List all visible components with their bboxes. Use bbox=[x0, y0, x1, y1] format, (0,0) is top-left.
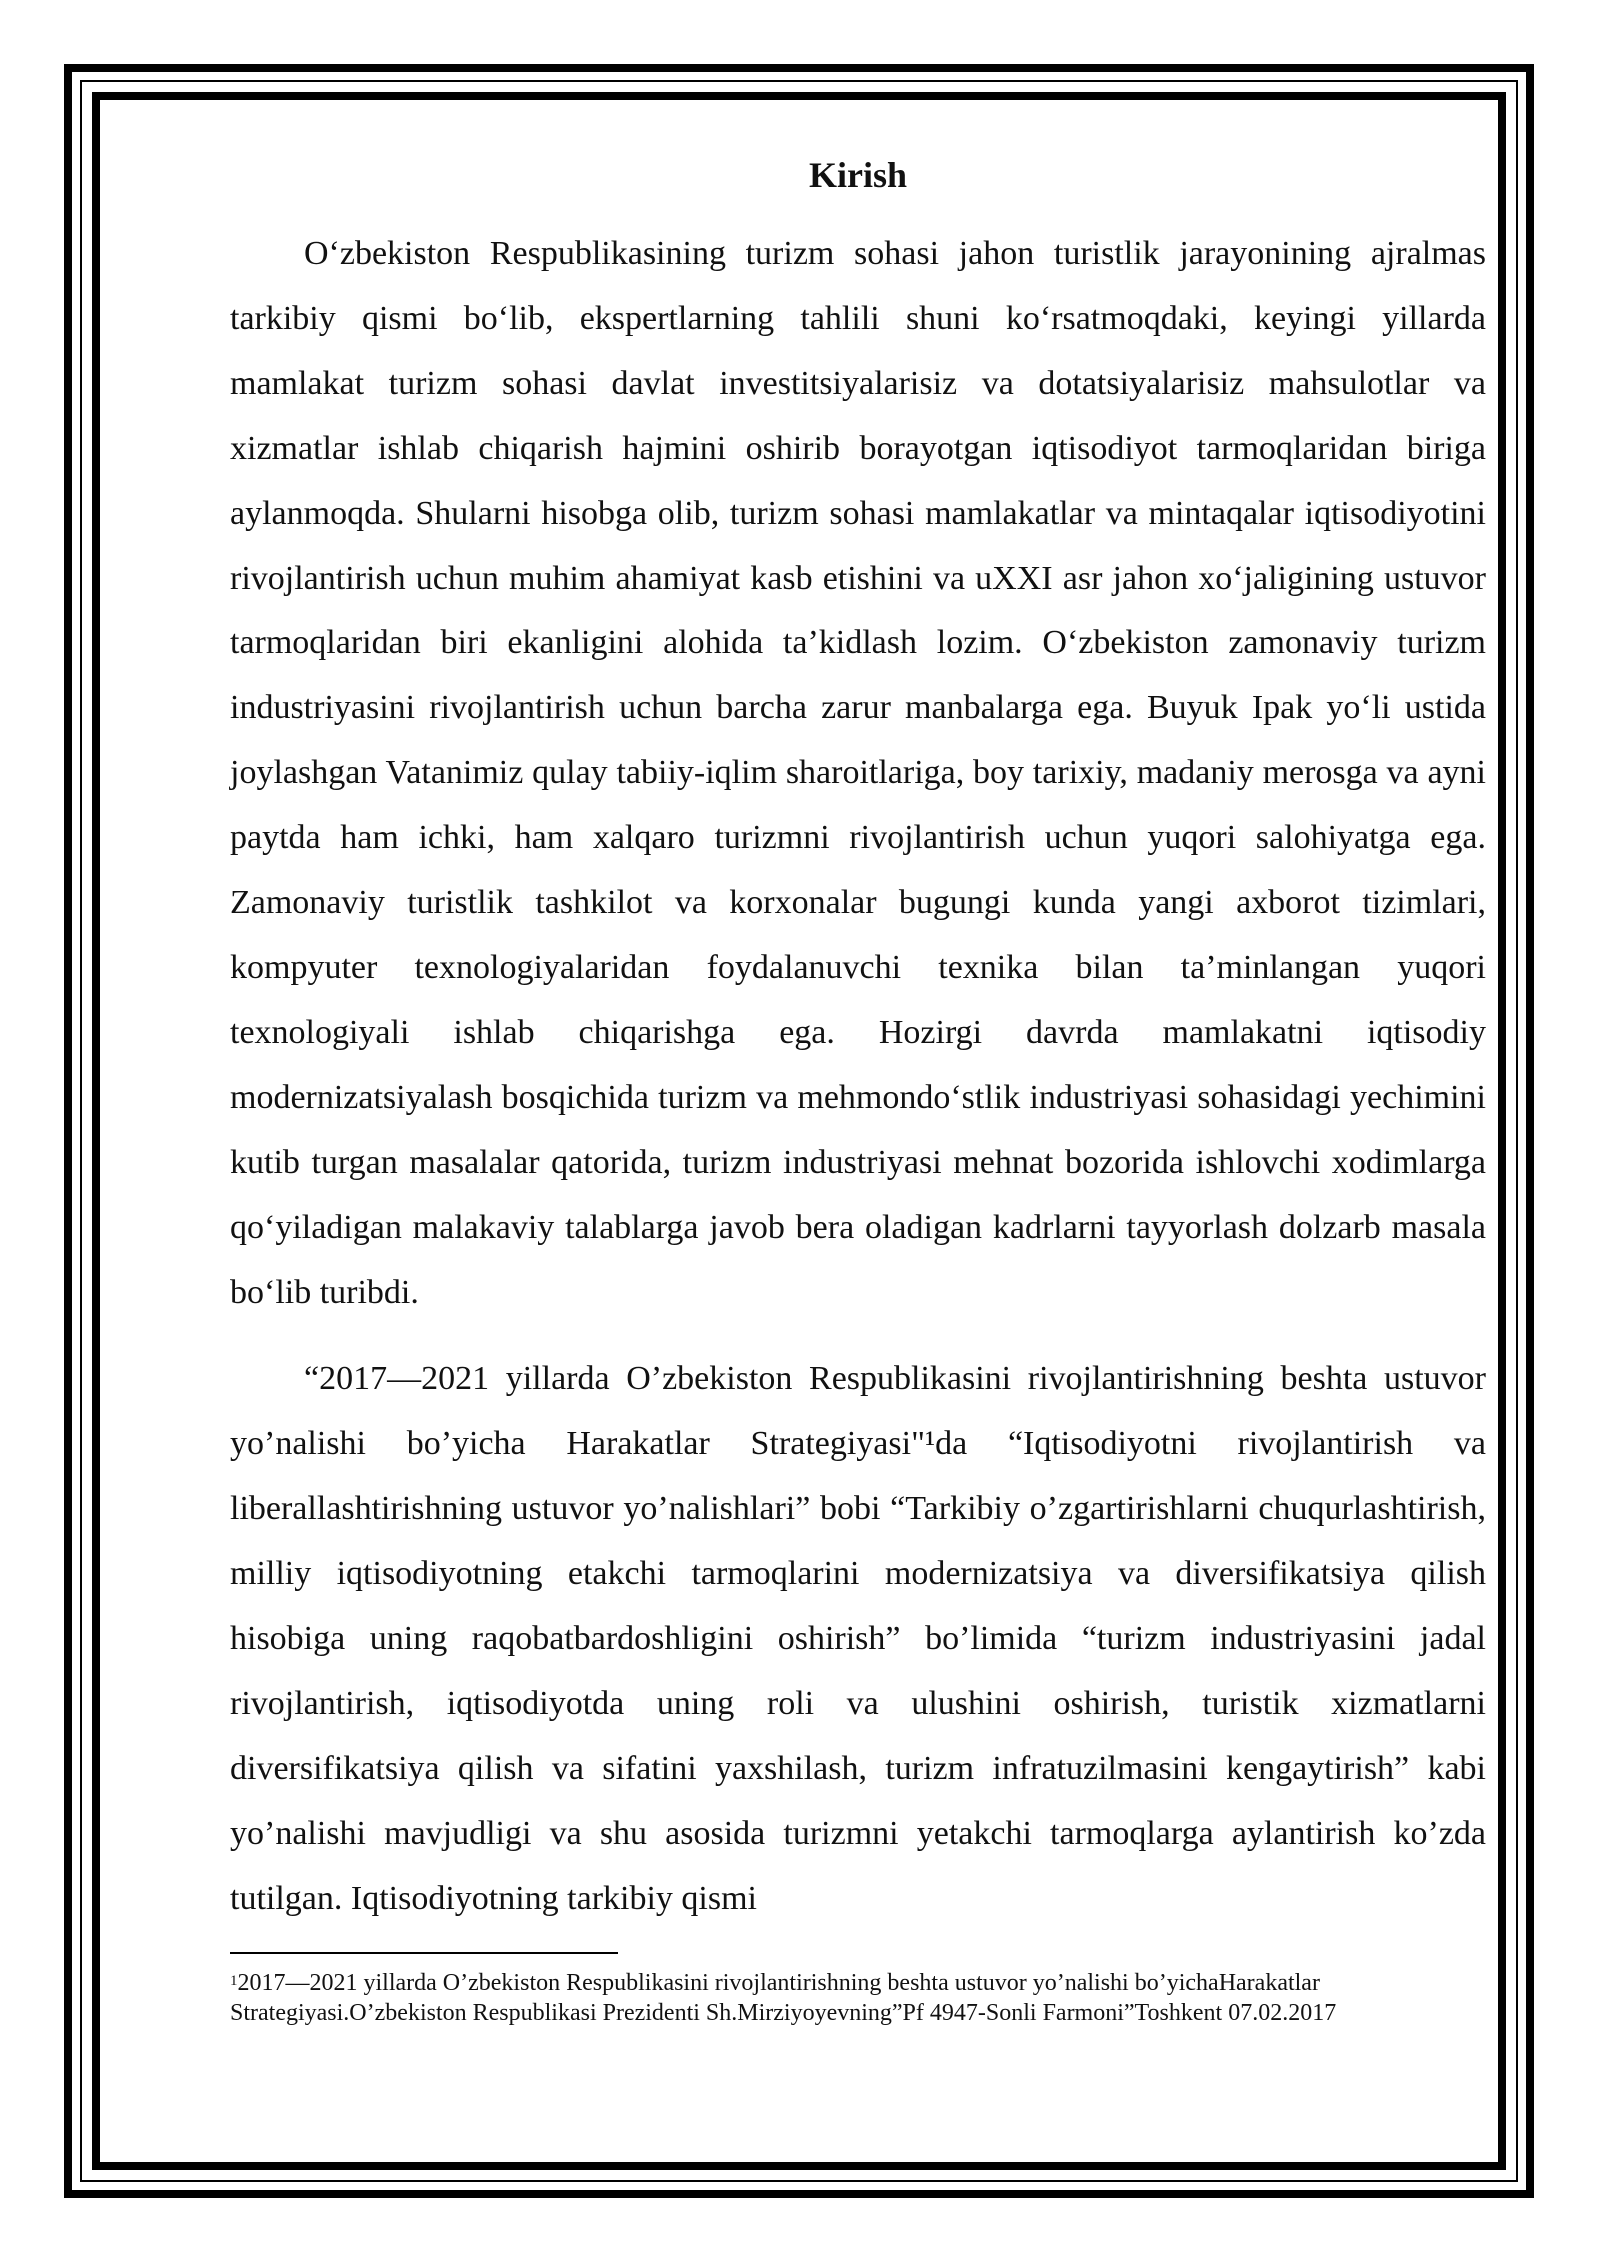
page-title: Kirish bbox=[808, 155, 907, 195]
footnote-mark: 1 bbox=[230, 1972, 238, 1989]
paragraph-2: “2017—2021 yillarda O’zbekiston Respublikasini rivojlantirishning beshta ustuvor yo’nalishi bo’yicha Harakatlar Strategiyasi"¹da “Iqtisodiyotni rivojlantirish va liberallashtirishning ustuvor yo’nalishlari” bobi “Tarkibiy o’zgartirishlarni chuqurlashtirish, milliy iqtisodiyotning etakchi tarmoqlarini modernizatsiya va diversifikatsiya qilish hisobiga uning raqobatbardoshligini oshirish” bo’limida “turizm industriyasini jadal rivojlantirish, iqtisodiyotda uning roli va ulushini oshirish, turistik xizmatlarni diversifikatsiya qilish va sifatini yaxshilash, turizm infratuzilmasini kengaytirish” kabi yo’nalishi mavjudligi va shu asosida turizmni yetakchi tarmoqlarga aylantirish ko’zda tutilgan. Iqtisodiyotning tarkibiy qismi bbox=[230, 1360, 1486, 1917]
document-body bbox=[230, 150, 1486, 2028]
paragraph-1: O‘zbekiston Respublikasining turizm sohasi jahon turistlik jarayonining ajralmas tarkibiy qismi bo‘lib, ekspertlarning tahlili shuni ko‘rsatmoqdaki, keyingi yillarda mamlakat turizm sohasi davlat investitsiyalarisiz va dotatsiyalarisiz mahsulotlar va xizmatlar ishlab chiqarish hajmini oshirib borayotgan iqtisodiyot tarmoqlaridan biriga aylanmoqda. Shularni hisobga olib, turizm sohasi mamlakatlar va mintaqalar iqtisodiyotini rivojlantirish uchun muhim ahamiyat kasb etishini va uXXI asr jahon xo‘jaligining ustuvor tarmoqlaridan biri ekanligini alohida ta’kidlash lozim. O‘zbekiston zamonaviy turizm industriyasini rivojlantirish uchun barcha zarur manbalarga ega. Buyuk Ipak yo‘li ustida joylashgan Vatanimiz qulay tabiiy-iqlim sharoitlariga, boy tarixiy, madaniy merosga va ayni paytda ham ichki, ham xalqaro turizmni rivojlantirish uchun yuqori salohiyatga ega. Zamonaviy turistlik tashkilot va korxonalar bugungi kunda yangi axborot tizimlari, kompyuter texnologiyalaridan foydalanuvchi texnika bilan ta’minlangan yuqori texnologiyali ishlab chiqarishga ega. Hozirgi davrda mamlakatni iqtisodiy modernizatsiyalash bosqichida turizm va mehmondo‘stlik industriyasi sohasidagi yechimini kutib turgan masalalar qatorida, turizm industriyasi mehnat bozorida ishlovchi xodimlarga qo‘yiladigan malakaviy talablarga javob bera oladigan kadrlarni tayyorlash dolzarb masala bo‘lib turibdi. bbox=[230, 235, 1486, 1311]
footnote bbox=[230, 1968, 1486, 2028]
footnote-text: 2017—2021 yillarda O’zbekiston Respublikasini rivojlantirishning beshta ustuvor yo’nalishi bo’yichaHarakatlar Strategiyasi.O’zbekiston Respublikasi Prezidenti Sh.Mirziyoyevning”Pf 4947-Sonli Farmoni”Toshkent 07.02.2017 bbox=[230, 1969, 1337, 2026]
footnote-separator bbox=[230, 1952, 618, 1954]
